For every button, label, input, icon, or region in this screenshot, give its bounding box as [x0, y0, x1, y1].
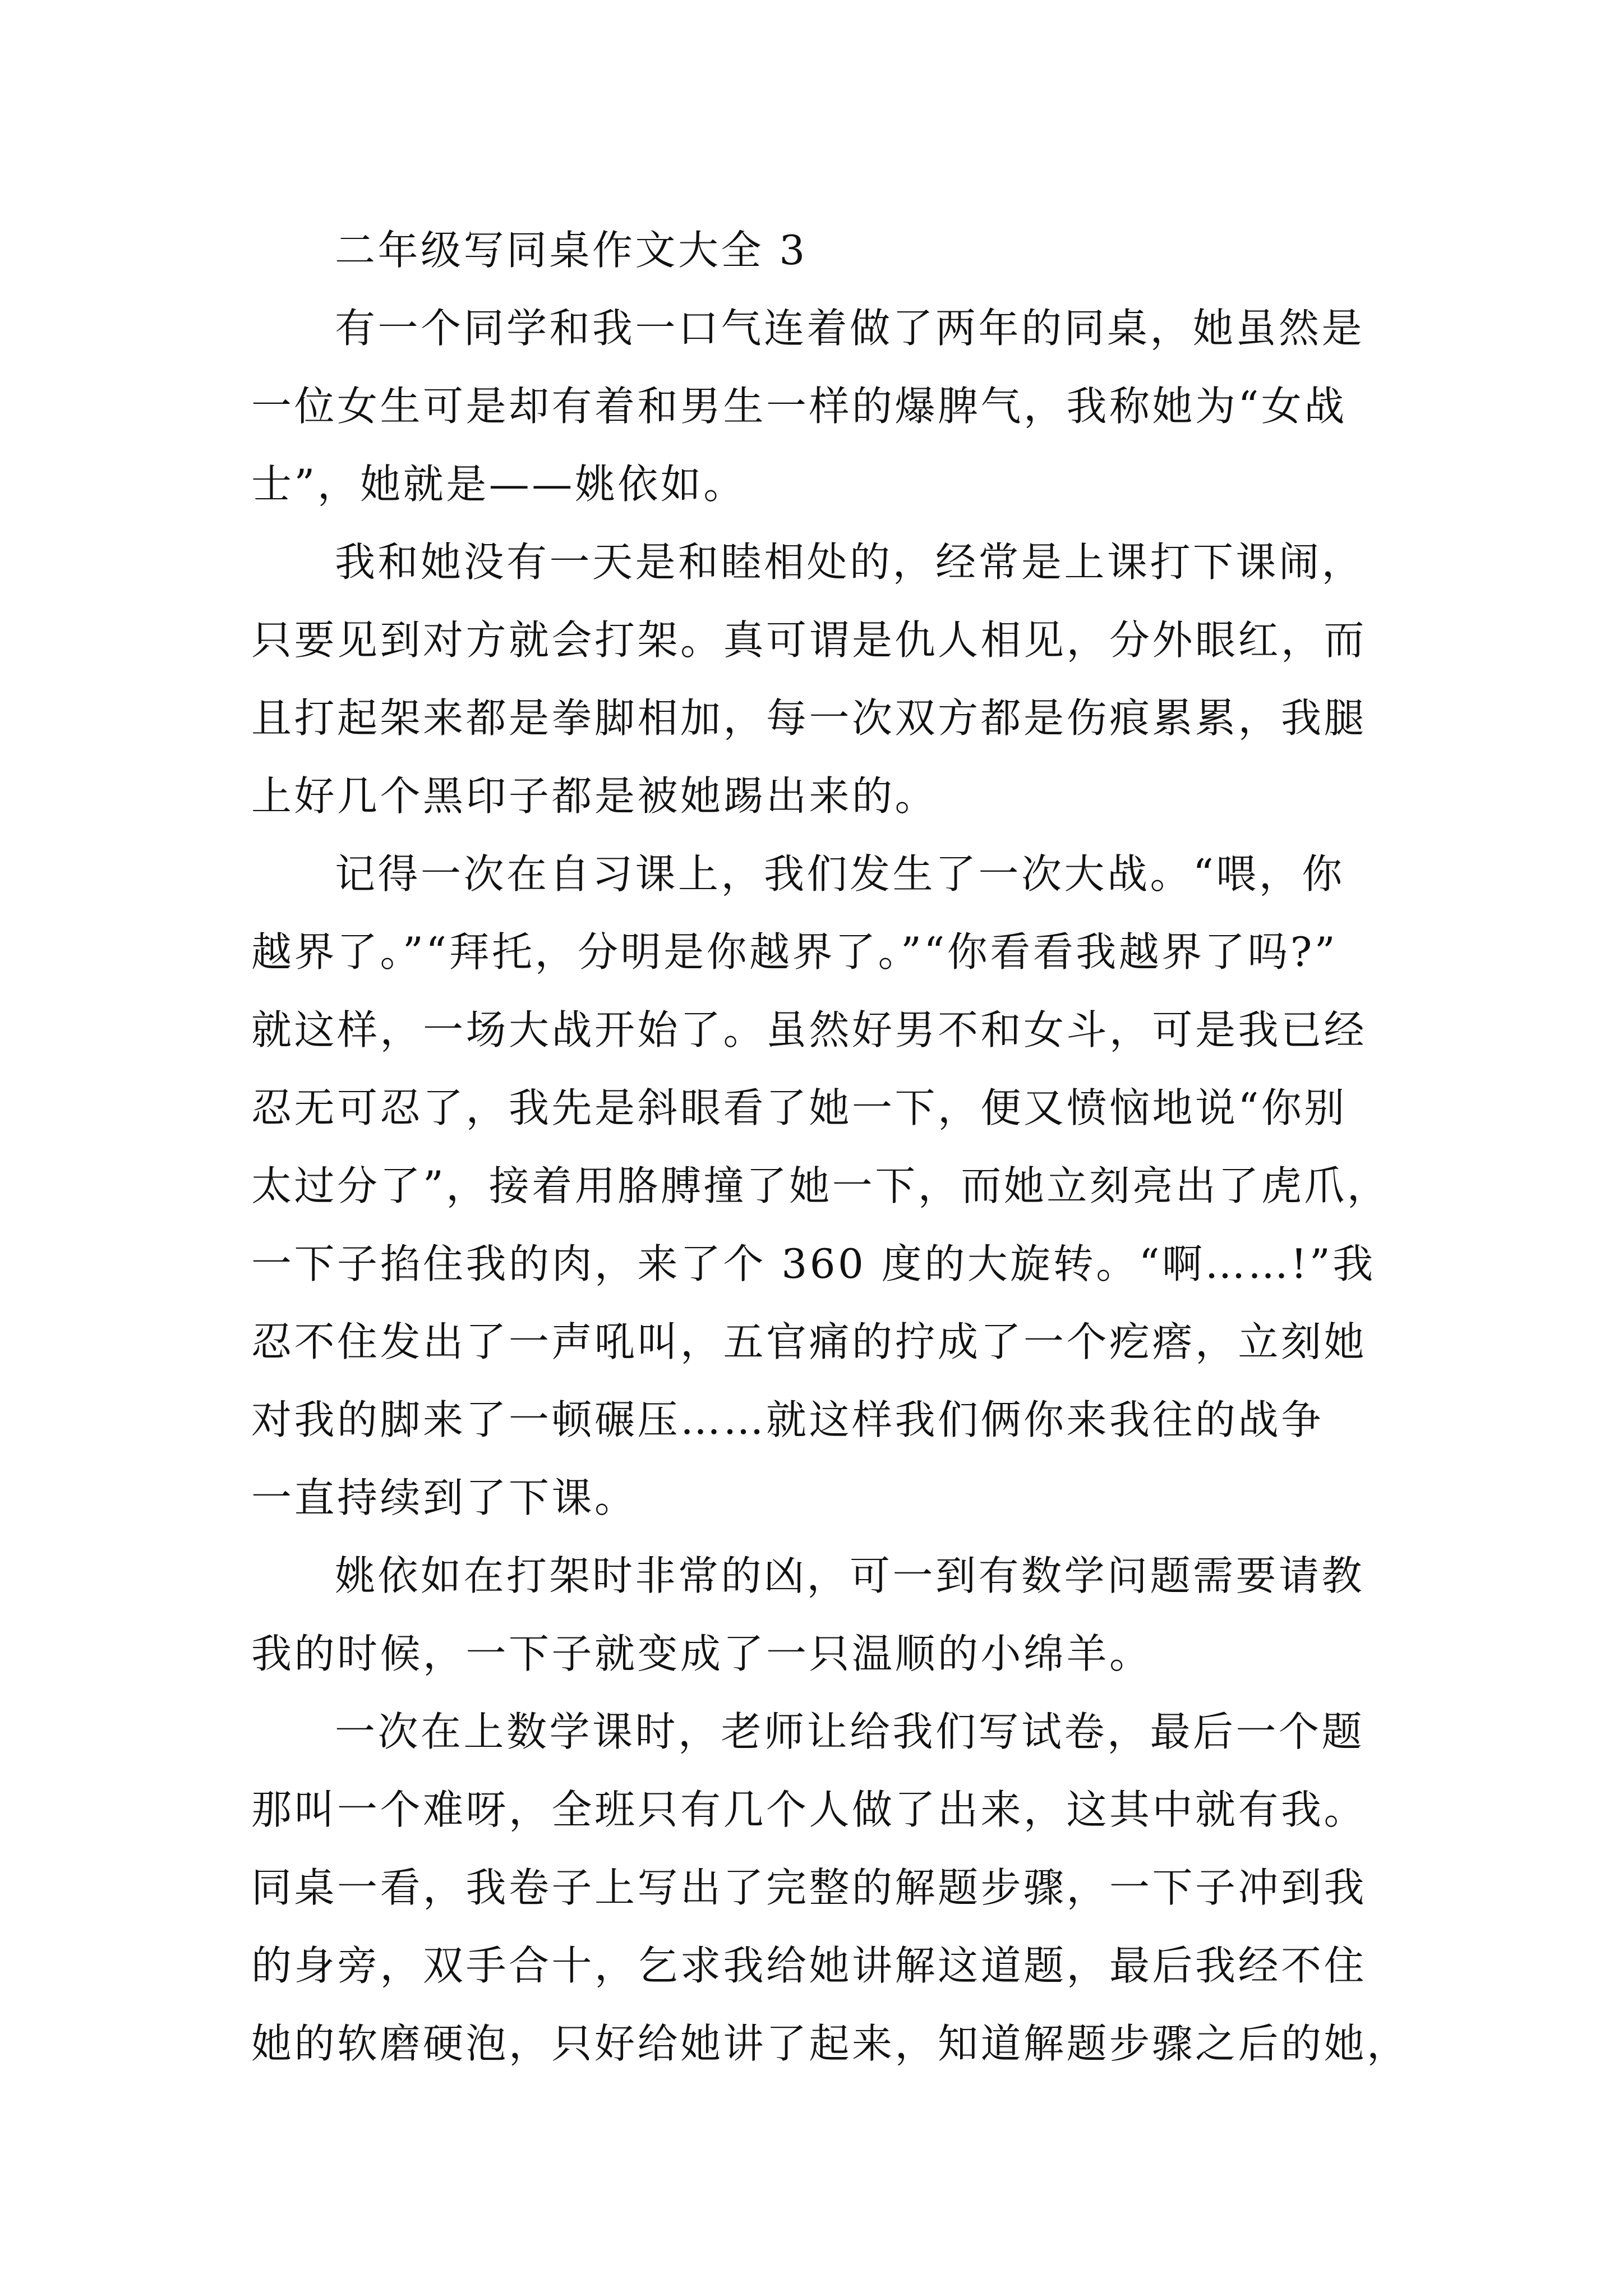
- paragraph-line: 一下子掐住我的肉，来了个 360 度的大旋转。“啊……!”我: [251, 1240, 1376, 1287]
- paragraph-line: 忍不住发出了一声吼叫，五官痛的拧成了一个疙瘩，立刻她: [251, 1318, 1367, 1365]
- document-body: [251, 211, 1410, 2083]
- paragraph-line: 的身旁，双手合十，乞求我给她讲解这道题，最后我经不住: [251, 1942, 1367, 1989]
- paragraph-line: 一次在上数学课时，老师让给我们写试卷，最后一个题: [335, 1708, 1365, 1755]
- paragraph-4: [251, 1537, 1373, 1693]
- document-title: 二年级写同桌作文大全 3: [335, 227, 808, 274]
- paragraph-3: [251, 835, 1390, 1537]
- paragraph-line: 且打起架来都是拳脚相加，每一次双方都是伤痕累累，我腿: [251, 694, 1367, 742]
- paragraph-line: 记得一次在自习课上，我们发生了一次大战。“喂，你: [335, 850, 1345, 898]
- paragraph-5: [251, 1693, 1410, 2083]
- paragraph-line: 越界了。”“拜托，分明是你越界了。”“你看看我越界了吗?”: [251, 928, 1338, 976]
- paragraph-line: 我的时候，一下子就变成了一只温顺的小绵羊。: [251, 1630, 1152, 1677]
- paragraph-line: 那叫一个难呀，全班只有几个人做了出来，这其中就有我。: [251, 1786, 1367, 1833]
- paragraph-line: 一位女生可是却有着和男生一样的爆脾气，我称她为“女战: [251, 383, 1347, 430]
- paragraph-line: 只要见到对方就会打架。真可谓是仇人相见，分外眼红，而: [251, 616, 1367, 664]
- paragraph-line: 有一个同学和我一口气连着做了两年的同桌，她虽然是: [335, 305, 1365, 352]
- paragraph-line: 我和她没有一天是和睦相处的，经常是上课打下课闹，: [335, 539, 1365, 586]
- paragraph-line: 忍无可忍了，我先是斜眼看了她一下，便又愤恼地说“你别: [251, 1084, 1347, 1131]
- paragraph-line: 士”，她就是——姚依如。: [251, 461, 746, 508]
- paragraph-2: [251, 523, 1373, 835]
- paragraph-line: 她的软磨硬泡，只好给她讲了起来，知道解题步骤之后的她，: [251, 2020, 1410, 2067]
- paragraph-line: 同桌一看，我卷子上写出了完整的解题步骤，一下子冲到我: [251, 1864, 1367, 1911]
- paragraph-line: 对我的脚来了一顿碾压……就这样我们俩你来我往的战争: [251, 1396, 1324, 1443]
- paragraph-line: 太过分了”，接着用胳膊撞了她一下，而她立刻亮出了虎爪，: [251, 1162, 1390, 1209]
- paragraph-line: 上好几个黑印子都是被她踢出来的。: [251, 772, 938, 820]
- paragraph-line: 一直持续到了下课。: [251, 1474, 638, 1521]
- paragraph-line: 姚依如在打架时非常的凶，可一到有数学问题需要请教: [335, 1552, 1365, 1599]
- paragraph-line: 就这样，一场大战开始了。虽然好男不和女斗，可是我已经: [251, 1006, 1367, 1053]
- paragraph-1: [251, 289, 1373, 523]
